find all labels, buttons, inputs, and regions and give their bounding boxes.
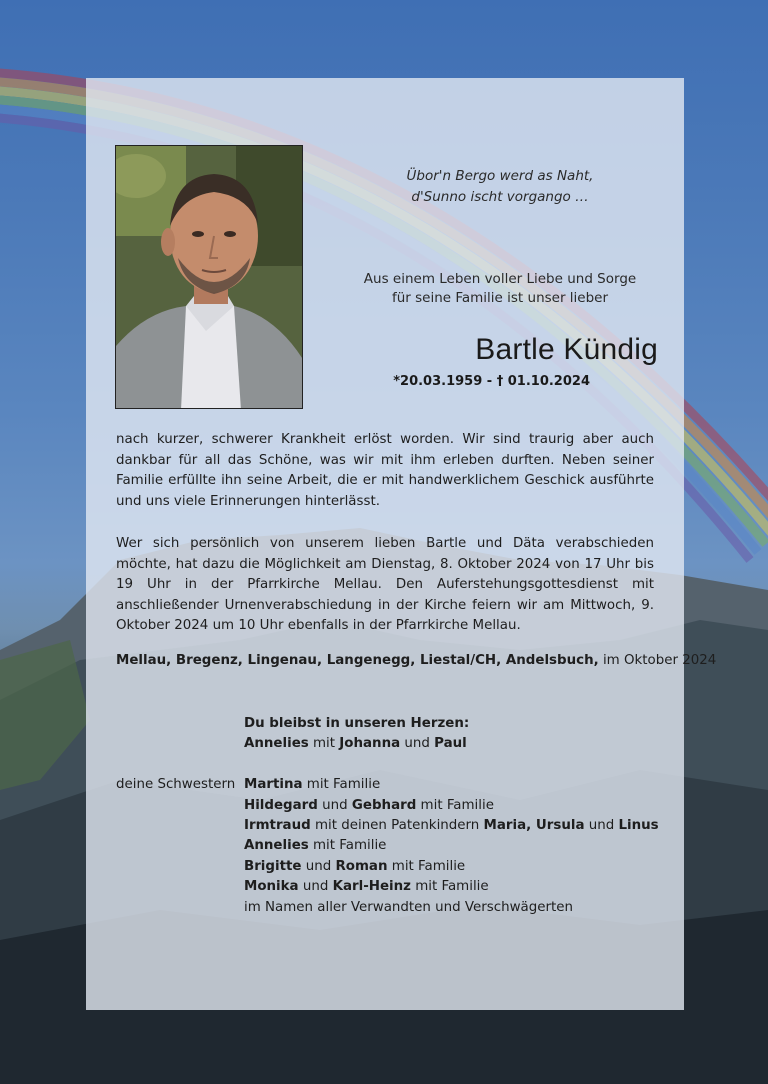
- portrait-photo: [115, 145, 303, 409]
- mourner-name: Annelies: [244, 838, 309, 854]
- places-list: Mellau, Bregenz, Lingenau, Langenegg, Liestal/CH, Andelsbuch,: [116, 653, 599, 668]
- intro-text: [330, 270, 670, 308]
- motto-line-1: Übor'n Bergo werd as Naht,: [406, 168, 594, 184]
- sister-row: Brigitte und Roman mit Familie: [244, 858, 466, 874]
- mourner-name: Brigitte: [244, 858, 302, 874]
- month-year: im Oktober 2024: [598, 653, 717, 668]
- heart-line: Du bleibst in unseren Herzen:: [244, 716, 470, 731]
- mourners-heart-row: [116, 714, 676, 734]
- paragraph-farewell: nach kurzer, schwerer Krankheit erlöst worden. Wir sind traurig aber auch dankbar für all das Schöne, was wir mit ihm erleben durften. Neben seiner Familie erfüllte ihn seine Arbeit, die er mit handwerklichem Geschick ausführte und uns viele Erinnerungen hinterlässt.: [116, 432, 654, 509]
- mourner-name: Maria, Ursula: [483, 818, 585, 834]
- mourner-name: Annelies: [244, 736, 309, 752]
- deceased-name: Bartle Kündig: [475, 333, 658, 366]
- closing-row: [116, 898, 676, 918]
- intro-line-1: Aus einem Leben voller Liebe und Sorge: [363, 271, 637, 287]
- paragraph-service-info: Wer sich persönlich von unserem lieben Bartle und Däta verabschieden möchte, hat dazu die Möglichkeit am Dienstag, 8. Oktober 2024 von 17 Uhr bis 19 Uhr in der Pfarrkirche Mellau. Den Auferstehungsgottesdienst mit anschließender Urnenverabschiedung in der Kirche feiern wir am Mittwoch, 9. Oktober 2024 um 10 Uhr ebenfalls in der Pfarrkirche Mellau.: [116, 536, 654, 633]
- mourner-name: Karl-Heinz: [332, 879, 411, 895]
- mourner-name: Monika: [244, 879, 299, 895]
- mourner-name: Johanna: [339, 736, 401, 752]
- motto-line-2: d'Sunno ischt vorgango …: [411, 189, 589, 205]
- sister-row: Annelies mit Familie: [244, 838, 387, 854]
- mourner-name: Irmtraud: [244, 818, 311, 834]
- motto-verse: [330, 166, 670, 208]
- mourner-name: Linus: [618, 818, 659, 834]
- sisters-label: deine Schwestern: [116, 777, 236, 793]
- mourner-name: Roman: [335, 858, 388, 874]
- portrait-illustration: [116, 146, 303, 409]
- mourners-family-row: Annelies mit Johanna und Paul: [244, 736, 467, 752]
- mourner-name: Martina: [244, 777, 303, 793]
- sister-row: Irmtraud mit deinen Patenkindern Maria, Ursula und Linus: [244, 818, 659, 834]
- sister-row: deine Schwestern Martina mit Familie: [116, 775, 676, 795]
- mourners-list: [116, 714, 676, 918]
- sister-row: Hildegard und Gebhard mit Familie: [244, 797, 494, 813]
- places-and-date: [116, 653, 717, 668]
- closing-line: im Namen aller Verwandten und Verschwägerten: [244, 899, 573, 915]
- mourner-name: Gebhard: [351, 797, 417, 813]
- life-dates: *20.03.1959 - † 01.10.2024: [393, 374, 590, 389]
- sister-row: Monika und Karl-Heinz mit Familie: [244, 879, 489, 895]
- intro-line-2: für seine Familie ist unser lieber: [391, 290, 609, 306]
- mourner-name: Paul: [434, 736, 467, 752]
- mourner-name: Hildegard: [244, 797, 318, 813]
